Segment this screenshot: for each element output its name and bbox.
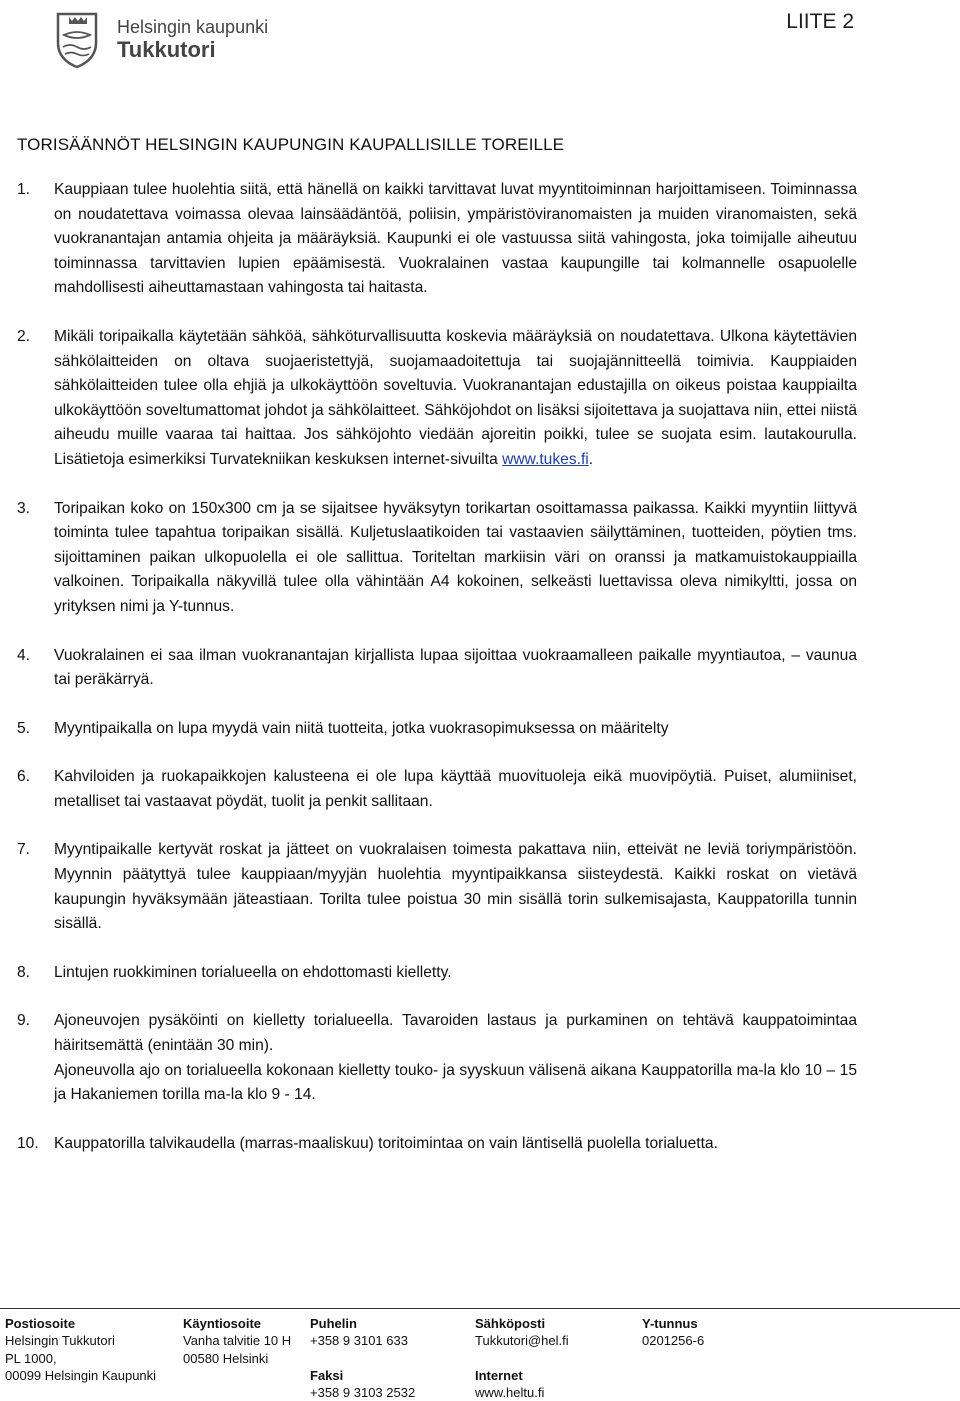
footer-label: Postiosoite xyxy=(5,1316,76,1331)
footer-value: Helsingin Tukkutori xyxy=(5,1333,115,1349)
rule-text-extra: Ajoneuvolla ajo on torialueella kokonaan kielletty touko- ja syyskuun välisenä aikana Kauppatorilla ma-la klo 10 – 15 ja Hakaniemen torilla ma-la klo 9 - 14. xyxy=(54,1061,857,1104)
rule-5 xyxy=(17,717,857,742)
rule-7 xyxy=(17,838,857,936)
rule-text: Myyntipaikalla on lupa myydä vain niitä tuotteita, jotka vuokrasopimuksessa on määritelty xyxy=(54,719,669,737)
rule-number: 6. xyxy=(17,768,31,786)
tukes-link[interactable]: www.tukes.fi xyxy=(502,450,589,468)
footer-value: +358 9 3103 2532 xyxy=(310,1385,416,1401)
footer-value: 0201256-6 xyxy=(642,1333,705,1349)
footer xyxy=(0,1308,960,1401)
rule-text: Kahviloiden ja ruokapaikkojen kalusteena ei ole lupa käyttää muovituoleja eikä muovipöytiä. Puiset, alumiiniset, metalliset tai vastaavat pöydät, tuolit ja penkit sallitaan. xyxy=(54,768,857,810)
footer-label: Faksi xyxy=(310,1367,344,1383)
rule-text xyxy=(54,325,857,473)
footer-value: +358 9 3101 633 xyxy=(310,1333,408,1349)
rule-text-end: . xyxy=(588,450,594,468)
rule-number: 5. xyxy=(17,719,31,737)
rule-text: Lintujen ruokkiminen torialueella on ehdottomasti kielletty. xyxy=(54,963,452,981)
rule-number: 3. xyxy=(17,499,31,517)
rule-9 xyxy=(17,1009,857,1107)
footer-visit xyxy=(183,1315,291,1367)
document-title: TORISÄÄNNÖT HELSINGIN KAUPUNGIN KAUPALLISILLE TOREILLE xyxy=(17,135,565,154)
rule-3 xyxy=(17,497,857,620)
rule-number: 7. xyxy=(17,841,31,859)
rule-8 xyxy=(17,961,857,986)
rule-text: Kauppiaan tulee huolehtia siitä, että hänellä on kaikki tarvittavat luvat myyntitoiminnan harjoittamiseen. Toiminnassa on noudatettava voimassa olevaa lainsäädäntöä, poliisin, ympäristöviranomaisten ja muiden viranomaisten, sekä vuokranantajan antamia ohjeita ja määräyksiä. Kaupunki ei ole vastuussa siitä vahingosta, joka toimijalle aiheutuu toiminnassa tarvittavien lupien epäämisestä. Vuokralainen vastaa kaupungille tai kolmannelle osapuolelle mahdollisesti aiheuttamastaan vahingosta tai haitasta. xyxy=(54,181,857,297)
footer-value: 00580 Helsinki xyxy=(183,1350,269,1366)
footer-label: Käyntiosoite xyxy=(183,1316,262,1331)
rule-number: 1. xyxy=(17,181,31,198)
department-name: Tukkutori xyxy=(117,37,216,62)
city-name: Helsingin kaupunki xyxy=(117,17,269,37)
footer-email xyxy=(475,1315,569,1401)
rule-number: 9. xyxy=(17,1012,31,1030)
rule-number: 10. xyxy=(17,1134,39,1152)
helsinki-crest-logo xyxy=(55,11,99,69)
footer-label: Sähköposti xyxy=(475,1316,546,1331)
rule-number: 4. xyxy=(17,646,31,664)
footer-label: Y-tunnus xyxy=(642,1316,698,1331)
footer-value[interactable]: Tukkutori@hel.fi xyxy=(475,1333,569,1349)
rule-text: Kauppatorilla talvikaudella (marras-maaliskuu) toritoimintaa on vain läntisellä puolella torialuetta. xyxy=(54,1134,718,1152)
rule-text-main: Mikäli toripaikalla käytetään sähköä, sähköturvallisuutta koskevia määräyksiä on noudatettava. Ulkona käytettävien sähkölaitteiden on oltava suojaeristettyjä, suojamaadoitettuja tai suojajännitteellä toimivia. Kauppiaiden sähkölaitteiden tulee olla ehjiä ja ulkokäyttöön soveltuvia. Vuokranantajan edustajilla on oikeus poistaa kauppiailta ulkokäyttöön soveltumattomat johdot ja sähkölaitteet. Sähköjohdot on lisäksi sijoitettava ja suojattava niin, ettei niistä aiheudu muille vaaraa tai haittaa. Jos sähköjohto viedään ajoreitin poikki, tulee se suojata esim. lautakourulla. Lisätietoja esimerkiksi Turvatekniikan keskuksen internet-sivuilta xyxy=(54,327,857,468)
rule-number: 8. xyxy=(17,963,31,981)
footer-postal xyxy=(5,1315,156,1384)
footer-label: Internet xyxy=(475,1367,523,1383)
rule-text: Vuokralainen ei saa ilman vuokranantajan kirjallista lupaa sijoittaa vuokraamalleen paikalle myyntiautoa, – vaunua tai peräkärryä. xyxy=(54,646,857,689)
rule-text xyxy=(54,1009,857,1107)
footer-value: Vanha talvitie 10 H xyxy=(183,1333,292,1349)
rule-text-main: Ajoneuvojen pysäköinti on kielletty torialueella. Tavaroiden lastaus ja purkaminen on tehtävä kauppatoimintaa häiritsemättä (enintään 30 min). xyxy=(54,1012,857,1055)
rule-2 xyxy=(17,325,857,473)
footer-value[interactable]: www.heltu.fi xyxy=(475,1385,545,1401)
rule-number: 2. xyxy=(17,327,31,345)
letterhead xyxy=(55,10,268,70)
rule-text: Toripaikan koko on 150x300 cm ja se sijaitsee hyväksytyn torikartan osoittamassa paikassa. Kaikki myyntiin liittyvä toiminta tulee tapahtua toripaikan sisällä. Kuljetuslaatikoiden tai vastaavien säilyttäminen, tuotteiden, pöytien tms. sijoittaminen paikan ulkopuolella ei ole sallittua. Toriteltan markiisin väri on oranssi ja matkamuistokauppiailla valkoinen. Toripaikalla näkyvillä tulee olla vähintään A4 kokoinen, selkeästi luettavissa oleva nimikyltti, jossa on yrityksen nimi ja Y-tunnus. xyxy=(54,499,857,615)
rule-text: Myyntipaikalle kertyvät roskat ja jätteet on vuokralaisen toimesta pakattava niin, etteivät ne leviä toriympäristöön. Myynnin päätyttyä tulee kauppiaan/myyjän huolehtia myyntipaikkansa siisteydestä. Kaikki roskat on vietävä kaupungin hyväksymään jäteastiaan. Torilta tulee poistua 30 min sisällä torin sulkemisajasta, Kauppatorilla tunnin sisällä. xyxy=(54,841,857,933)
footer-phone xyxy=(310,1315,415,1401)
rule-1 xyxy=(17,178,857,301)
footer-value: 00099 Helsingin Kaupunki xyxy=(5,1367,157,1383)
rule-6 xyxy=(17,765,857,814)
footer-label: Puhelin xyxy=(310,1316,357,1331)
appendix-label: LIITE 2 xyxy=(786,10,854,33)
footer-ytunnus xyxy=(642,1315,704,1350)
footer-value: PL 1000, xyxy=(5,1350,57,1366)
rule-4 xyxy=(17,644,857,693)
rules-list xyxy=(17,178,857,1156)
rule-10 xyxy=(17,1132,857,1157)
